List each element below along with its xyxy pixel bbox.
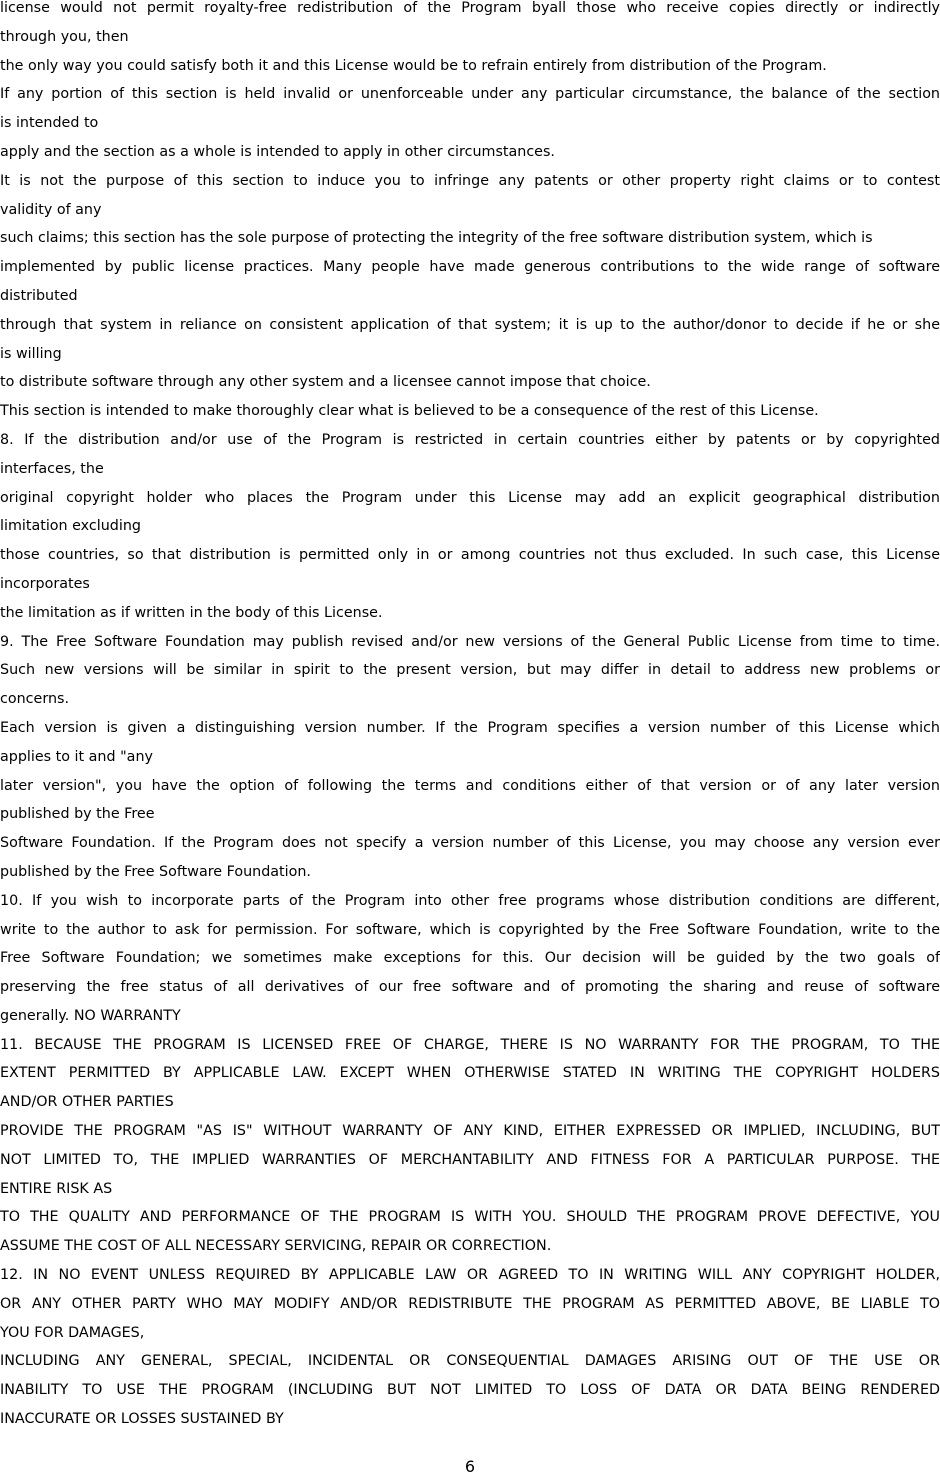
text-line: is willing	[0, 345, 62, 362]
text-line: license would not permit royalty-free redistribution of the Program byall those who receive copies directly or indirectly	[0, 0, 940, 16]
text-line: original copyright holder who places the Program under this License may add an explicit geographical distribution	[0, 489, 940, 506]
text-line: to distribute software through any other system and a licensee cannot impose that choice.	[0, 374, 651, 391]
text-line: This section is intended to make thoroughly clear what is believed to be a consequence of the rest of this License.	[0, 403, 819, 420]
text-line: implemented by public license practices. Many people have made generous contributions to the wide range of software	[0, 259, 940, 276]
text-line: Such new versions will be similar in spirit to the present version, but may differ in detail to address new problems or	[0, 662, 940, 679]
text-line: YOU FOR DAMAGES,	[0, 1324, 145, 1341]
text-line: EXTENT PERMITTED BY APPLICABLE LAW. EXCEPT WHEN OTHERWISE STATED IN WRITING THE COPYRIGHT HOLDERS	[0, 1065, 940, 1082]
text-line: OR ANY OTHER PARTY WHO MAY MODIFY AND/OR REDISTRIBUTE THE PROGRAM AS PERMITTED ABOVE, BE LIABLE TO	[0, 1295, 940, 1312]
text-line: limitation excluding	[0, 518, 141, 535]
text-line: interfaces, the	[0, 460, 104, 477]
text-line: Each version is given a distinguishing version number. If the Program specifies a version number of this License which	[0, 719, 940, 736]
text-line: concerns.	[0, 691, 70, 708]
text-line: applies to it and "any	[0, 748, 153, 765]
text-line: 12. IN NO EVENT UNLESS REQUIRED BY APPLICABLE LAW OR AGREED TO IN WRITING WILL ANY COPYRIGHT HOLDER,	[0, 1267, 940, 1284]
text-line: later version", you have the option of following the terms and conditions either of that version or of any later version	[0, 777, 940, 794]
text-line: PROVIDE THE PROGRAM "AS IS" WITHOUT WARRANTY OF ANY KIND, EITHER EXPRESSED OR IMPLIED, INCLUDING, BUT	[0, 1123, 940, 1140]
text-line: INACCURATE OR LOSSES SUSTAINED BY	[0, 1411, 284, 1428]
text-line: 8. If the distribution and/or use of the Program is restricted in certain countries either by patents or by copyrighted	[0, 431, 940, 448]
text-line: published by the Free	[0, 806, 155, 823]
text-line: 10. If you wish to incorporate parts of the Program into other free programs whose distribution conditions are different,	[0, 892, 940, 909]
text-line: the only way you could satisfy both it and this License would be to refrain entirely from distribution of the Program.	[0, 57, 827, 74]
text-line: is intended to	[0, 115, 99, 132]
text-line: INABILITY TO USE THE PROGRAM (INCLUDING BUT NOT LIMITED TO LOSS OF DATA OR DATA BEING RENDERED	[0, 1382, 940, 1399]
text-line: Free Software Foundation; we sometimes make exceptions for this. Our decision will be guided by the two goals of	[0, 950, 940, 967]
text-line: preserving the free status of all derivatives of our free software and of promoting the sharing and reuse of software	[0, 979, 940, 996]
text-line: through that system in reliance on consistent application of that system; it is up to the author/donor to decide if he or she	[0, 316, 940, 333]
text-line: ASSUME THE COST OF ALL NECESSARY SERVICING, REPAIR OR CORRECTION.	[0, 1238, 552, 1255]
text-line: INCLUDING ANY GENERAL, SPECIAL, INCIDENTAL OR CONSEQUENTIAL DAMAGES ARISING OUT OF THE USE OR	[0, 1353, 940, 1370]
text-line: TO THE QUALITY AND PERFORMANCE OF THE PROGRAM IS WITH YOU. SHOULD THE PROGRAM PROVE DEFECTIVE, YOU	[0, 1209, 940, 1226]
text-line: the limitation as if written in the body of this License.	[0, 604, 383, 621]
text-line: apply and the section as a whole is intended to apply in other circumstances.	[0, 143, 555, 160]
text-line: such claims; this section has the sole purpose of protecting the integrity of the free software distribution system, which is	[0, 230, 873, 247]
text-line: validity of any	[0, 201, 102, 218]
text-line: incorporates	[0, 575, 90, 592]
text-line: If any portion of this section is held invalid or unenforceable under any particular circumstance, the balance of the section	[0, 86, 940, 103]
text-line: published by the Free Software Foundation.	[0, 863, 311, 880]
page-number: 6	[464, 1457, 476, 1476]
text-line: those countries, so that distribution is permitted only in or among countries not thus excluded. In such case, this License	[0, 547, 940, 564]
text-line: It is not the purpose of this section to induce you to infringe any patents or other property right claims or to contest	[0, 172, 940, 189]
text-line: 11. BECAUSE THE PROGRAM IS LICENSED FREE OF CHARGE, THERE IS NO WARRANTY FOR THE PROGRAM, TO THE	[0, 1036, 940, 1053]
text-line: 9. The Free Software Foundation may publish revised and/or new versions of the General Public License from time to time.	[0, 633, 940, 650]
text-line: generally. NO WARRANTY	[0, 1007, 181, 1024]
text-line: Software Foundation. If the Program does not specify a version number of this License, you may choose any version ever	[0, 835, 940, 852]
text-line: ENTIRE RISK AS	[0, 1180, 113, 1197]
text-line: NOT LIMITED TO, THE IMPLIED WARRANTIES OF MERCHANTABILITY AND FITNESS FOR A PARTICULAR PURPOSE. THE	[0, 1151, 940, 1168]
text-line: AND/OR OTHER PARTIES	[0, 1094, 174, 1111]
text-line: write to the author to ask for permission. For software, which is copyrighted by the Free Software Foundation, write to the	[0, 921, 940, 938]
text-line: through you, then	[0, 28, 129, 45]
text-line: distributed	[0, 287, 78, 304]
